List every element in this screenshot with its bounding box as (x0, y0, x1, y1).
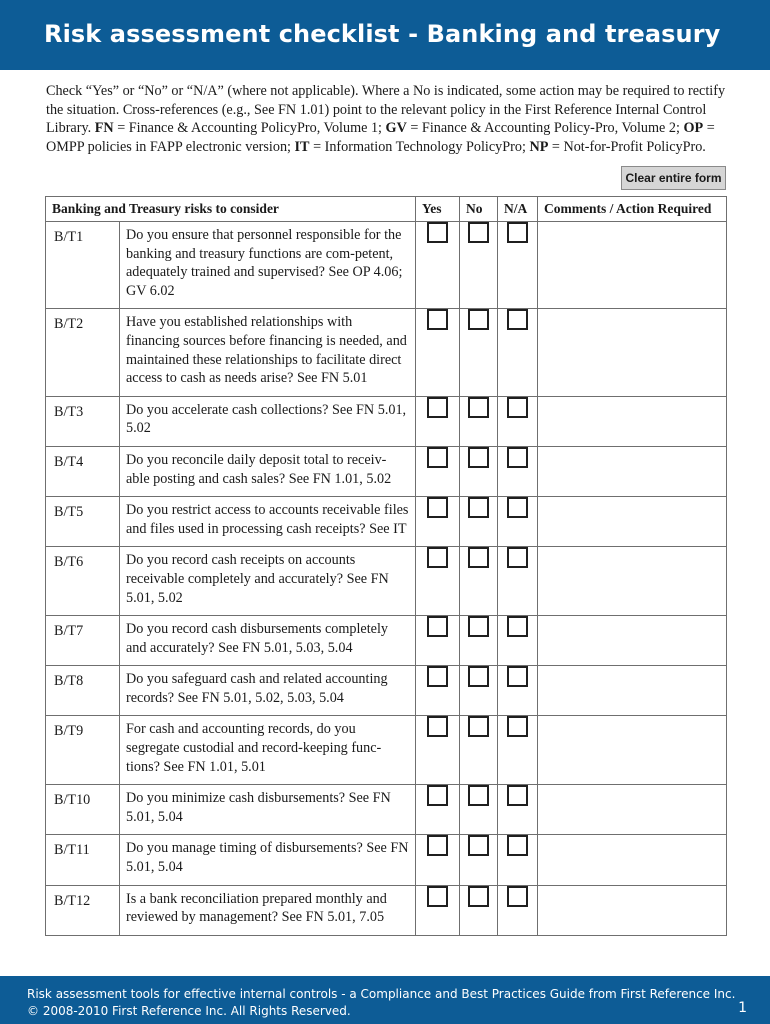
risk-question: Do you manage timing of disbursements? See FN 5.01, 5.04 (120, 835, 416, 885)
no-checkbox[interactable] (468, 309, 489, 330)
comments-field[interactable] (538, 716, 727, 785)
risk-id: B/T9 (46, 716, 120, 785)
yes-checkbox[interactable] (427, 666, 448, 687)
page-footer (0, 976, 770, 1024)
no-cell (460, 222, 498, 309)
na-checkbox[interactable] (507, 716, 528, 737)
na-checkbox[interactable] (507, 397, 528, 418)
yes-cell (416, 547, 460, 616)
na-cell (498, 785, 538, 835)
comments-field[interactable] (538, 885, 727, 935)
table-row (46, 446, 727, 496)
abbr-np-text: = Not-for-Profit PolicyPro. (548, 138, 706, 155)
yes-checkbox[interactable] (427, 397, 448, 418)
yes-cell (416, 885, 460, 935)
abbr-gv: GV (385, 120, 407, 137)
risk-id: B/T4 (46, 446, 120, 496)
risk-id: B/T8 (46, 666, 120, 716)
no-checkbox[interactable] (468, 397, 489, 418)
risk-question: Do you record cash receipts on accounts receivable completely and accurately? See FN 5.01, 5.02 (120, 547, 416, 616)
na-checkbox[interactable] (507, 616, 528, 637)
risk-id: B/T5 (46, 497, 120, 547)
page-header (0, 0, 770, 70)
yes-checkbox[interactable] (427, 616, 448, 637)
header-yes: Yes (416, 197, 460, 222)
header-no: No (460, 197, 498, 222)
yes-checkbox[interactable] (427, 222, 448, 243)
table-row (46, 222, 727, 309)
no-cell (460, 446, 498, 496)
na-checkbox[interactable] (507, 309, 528, 330)
na-checkbox[interactable] (507, 835, 528, 856)
table-row (46, 835, 727, 885)
yes-checkbox[interactable] (427, 886, 448, 907)
comments-field[interactable] (538, 446, 727, 496)
comments-field[interactable] (538, 222, 727, 309)
yes-cell (416, 222, 460, 309)
footer-line-2: © 2008-2010 First Reference Inc. All Rights Reserved. (27, 1004, 351, 1018)
comments-field[interactable] (538, 309, 727, 396)
table-row (46, 547, 727, 616)
risk-question: Is a bank reconciliation prepared monthly and reviewed by management? See FN 5.01, 7.05 (120, 885, 416, 935)
na-checkbox[interactable] (507, 666, 528, 687)
na-checkbox[interactable] (507, 886, 528, 907)
risk-id: B/T12 (46, 885, 120, 935)
no-cell (460, 616, 498, 666)
yes-cell (416, 616, 460, 666)
yes-checkbox[interactable] (427, 309, 448, 330)
table-row (46, 616, 727, 666)
no-checkbox[interactable] (468, 785, 489, 806)
yes-cell (416, 785, 460, 835)
footer-line-1: Risk assessment tools for effective internal controls - a Compliance and Best Practices Guide from First Reference Inc. (27, 987, 736, 1001)
yes-checkbox[interactable] (427, 785, 448, 806)
na-checkbox[interactable] (507, 785, 528, 806)
no-checkbox[interactable] (468, 666, 489, 687)
abbr-fn-text: = Finance & Accounting PolicyPro, Volume 1; (113, 120, 386, 137)
yes-checkbox[interactable] (427, 835, 448, 856)
risk-question: Do you minimize cash disbursements? See FN 5.01, 5.04 (120, 785, 416, 835)
header-na: N/A (498, 197, 538, 222)
risk-id: B/T11 (46, 835, 120, 885)
risk-id: B/T7 (46, 616, 120, 666)
comments-field[interactable] (538, 616, 727, 666)
header-risks: Banking and Treasury risks to consider (46, 197, 416, 222)
na-cell (498, 446, 538, 496)
no-checkbox[interactable] (468, 547, 489, 568)
yes-checkbox[interactable] (427, 497, 448, 518)
na-checkbox[interactable] (507, 547, 528, 568)
na-cell (498, 885, 538, 935)
abbr-np: NP (529, 138, 549, 155)
risk-question: Do you safeguard cash and related accounting records? See FN 5.01, 5.02, 5.03, 5.04 (120, 666, 416, 716)
table-row (46, 885, 727, 935)
table-row (46, 309, 727, 396)
yes-cell (416, 497, 460, 547)
table-row (46, 785, 727, 835)
no-checkbox[interactable] (468, 447, 489, 468)
no-cell (460, 885, 498, 935)
yes-cell (416, 446, 460, 496)
na-checkbox[interactable] (507, 447, 528, 468)
no-cell (460, 666, 498, 716)
risk-id: B/T2 (46, 309, 120, 396)
comments-field[interactable] (538, 396, 727, 446)
yes-cell (416, 309, 460, 396)
yes-checkbox[interactable] (427, 547, 448, 568)
no-cell (460, 785, 498, 835)
no-cell (460, 716, 498, 785)
no-cell (460, 547, 498, 616)
clear-form-button[interactable]: Clear entire form (621, 166, 726, 190)
no-checkbox[interactable] (468, 497, 489, 518)
abbr-op-text: = OMPP policies in FAPP electronic version; (46, 120, 715, 155)
yes-cell (416, 396, 460, 446)
no-cell (460, 396, 498, 446)
na-cell (498, 497, 538, 547)
na-cell (498, 835, 538, 885)
yes-checkbox[interactable] (427, 716, 448, 737)
risk-question: Do you restrict access to accounts receivable files and files used in processing cash receipts? See IT (120, 497, 416, 547)
abbr-op: OP (683, 120, 704, 137)
page-number: 1 (738, 1000, 747, 1016)
yes-checkbox[interactable] (427, 447, 448, 468)
risk-id: B/T3 (46, 396, 120, 446)
na-checkbox[interactable] (507, 222, 528, 243)
no-cell (460, 497, 498, 547)
table-row (46, 716, 727, 785)
no-checkbox[interactable] (468, 716, 489, 737)
no-checkbox[interactable] (468, 616, 489, 637)
risk-question: Do you ensure that personnel responsible for the banking and treasury functions are com-petent, adequately trained and supervised? See OP 4.06; GV 6.02 (120, 222, 416, 309)
risk-question: Have you established relationships with financing sources before financing is needed, and maintained these relationships to facilitate direct access to cash as needs arise? See FN 5.01 (120, 309, 416, 396)
na-cell (498, 396, 538, 446)
risk-id: B/T10 (46, 785, 120, 835)
na-cell (498, 309, 538, 396)
na-cell (498, 666, 538, 716)
abbr-fn: FN (94, 120, 114, 137)
risk-question: Do you accelerate cash collections? See FN 5.01, 5.02 (120, 396, 416, 446)
yes-cell (416, 835, 460, 885)
yes-cell (416, 716, 460, 785)
no-cell (460, 835, 498, 885)
table-row (46, 497, 727, 547)
na-cell (498, 716, 538, 785)
abbr-gv-text: = Finance & Accounting Policy-Pro, Volume 2; (406, 120, 684, 137)
risk-question: Do you reconcile daily deposit total to receiv-able posting and cash sales? See FN 1.01, 5.02 (120, 446, 416, 496)
abbr-it-text: = Information Technology PolicyPro; (309, 138, 530, 155)
comments-field[interactable] (538, 547, 727, 616)
abbr-it: IT (294, 138, 310, 155)
risk-id: B/T6 (46, 547, 120, 616)
header-comments: Comments / Action Required (538, 197, 727, 222)
no-cell (460, 309, 498, 396)
instructions-text: Check “Yes” or “No” or “N/A” (where not applicable). Where a No is indicated, some action may be required to rectify the situation. Cross-references (e.g., See FN 1.01) point to the relevant policy in the First Reference Internal Control Library. (46, 83, 726, 137)
risk-question: Do you record cash disbursements completely and accurately? See FN 5.01, 5.03, 5.04 (120, 616, 416, 666)
comments-field[interactable] (538, 497, 727, 547)
na-cell (498, 547, 538, 616)
comments-field[interactable] (538, 666, 727, 716)
page-title: Risk assessment checklist - Banking and treasury (44, 20, 721, 48)
risk-question: For cash and accounting records, do you segregate custodial and record-keeping func-tions? See FN 1.01, 5.01 (120, 716, 416, 785)
risk-checklist-table (45, 196, 727, 936)
na-cell (498, 222, 538, 309)
table-row (46, 666, 727, 716)
no-checkbox[interactable] (468, 222, 489, 243)
instructions-paragraph (46, 82, 726, 156)
comments-field[interactable] (538, 785, 727, 835)
yes-cell (416, 666, 460, 716)
comments-field[interactable] (538, 835, 727, 885)
no-checkbox[interactable] (468, 835, 489, 856)
risk-id: B/T1 (46, 222, 120, 309)
na-cell (498, 616, 538, 666)
no-checkbox[interactable] (468, 886, 489, 907)
table-row (46, 396, 727, 446)
table-header-row (46, 197, 727, 222)
na-checkbox[interactable] (507, 497, 528, 518)
